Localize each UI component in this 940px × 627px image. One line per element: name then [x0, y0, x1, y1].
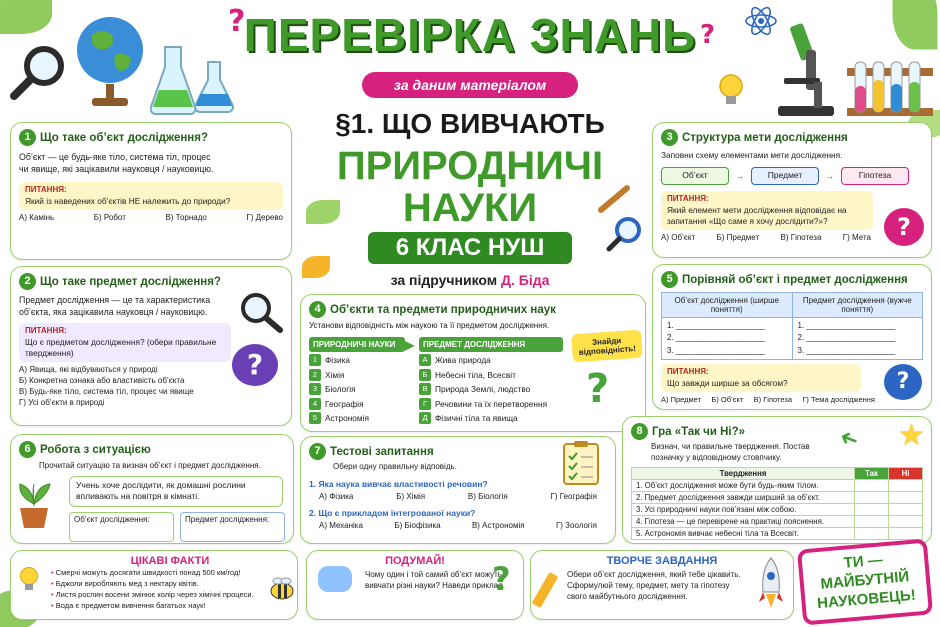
- motivation-badge: [797, 538, 933, 625]
- arrow-icon: →: [825, 171, 835, 182]
- answer-option[interactable]: В) Гіпотеза: [753, 395, 792, 405]
- science-item[interactable]: [309, 398, 405, 410]
- decor-leaf: [893, 0, 938, 50]
- sciences-header: ПРИРОДНИЧІ НАУКИ: [309, 337, 405, 352]
- decor-leaf: [0, 0, 52, 34]
- compare-cell[interactable]: [792, 318, 923, 360]
- test-question: 1. Яка наука вивчає властивості речовин?: [309, 478, 488, 489]
- test-options-2: [309, 521, 607, 530]
- section-1-question-box: [19, 182, 283, 210]
- facts-title: ЦІКАВІ ФАКТИ: [130, 555, 210, 567]
- yes-checkbox-cell[interactable]: [855, 515, 889, 527]
- bee-icon: [268, 576, 296, 602]
- section-8-instruction: Визнач, чи правильне твердження. Постав позначку у відповідному стовпчику.: [651, 442, 810, 462]
- fact-text: Бджоли виробляють мед з нектару квітів.: [55, 578, 199, 588]
- compare-cell[interactable]: [662, 318, 793, 360]
- object-field[interactable]: [69, 512, 174, 542]
- science-number: 3: [309, 383, 321, 395]
- subject-letter: А: [419, 354, 431, 366]
- facts-card: [10, 550, 298, 620]
- section-3-instruction: Заповни схему елементами мети дослідження.: [661, 150, 843, 160]
- section-3-heading: [661, 129, 923, 146]
- answer-option[interactable]: А) Явища, які відбуваються у природі: [19, 364, 158, 374]
- science-number: 4: [309, 398, 321, 410]
- answer-option[interactable]: Б) Об’єкт: [711, 395, 744, 405]
- science-item[interactable]: [309, 412, 405, 424]
- section-number: 5: [661, 271, 678, 288]
- no-checkbox-cell[interactable]: [889, 491, 923, 503]
- section-title: Що таке об’єкт дослідження?: [40, 131, 208, 144]
- no-checkbox-cell[interactable]: [889, 515, 923, 527]
- subject-title-1: ПРИРОДНИЧІ: [336, 144, 604, 188]
- question-text: Що завжди ширше за обсягом?: [667, 377, 788, 388]
- answer-option[interactable]: Г) Зоологія: [555, 520, 597, 530]
- creative-text: Обери об’єкт дослідження, який тебе цікавить. Сформулюй тему, предмет, мету та гіпотезу свого майбутнього дослідження.: [567, 570, 741, 601]
- yes-checkbox-cell[interactable]: [855, 479, 889, 491]
- test-tubes-icon: [845, 58, 935, 120]
- fact-text: Листя рослин восени змінює колір через хімічні процеси.: [55, 589, 254, 599]
- rocket-icon: [758, 556, 784, 612]
- section-4-heading: [309, 301, 637, 318]
- col-no: Ні: [889, 467, 923, 479]
- section-number: 8: [631, 423, 648, 440]
- magnifier-icon: [606, 214, 644, 252]
- yes-checkbox-cell[interactable]: [855, 527, 889, 539]
- statement-text: 2. Предмет дослідження завжди ширший за об’єкт.: [632, 491, 855, 503]
- section-2-question-box: [19, 323, 231, 362]
- question-bubble-icon: ?: [884, 208, 924, 246]
- grade-banner: [368, 232, 572, 264]
- question-text: Який із наведених об’єктів НЕ належить до природи?: [25, 195, 231, 206]
- badge-line-3: НАУКОВЕЦЬ!: [816, 586, 917, 613]
- section-number: 4: [309, 301, 326, 318]
- science-label: Географія: [325, 398, 364, 409]
- subjects-column: [419, 337, 563, 425]
- fact-text: Смерчі можуть досягати швидкості понад 500 км/год!: [55, 568, 241, 577]
- facts-list: [51, 568, 289, 612]
- science-item[interactable]: [309, 369, 405, 381]
- yes-checkbox-cell[interactable]: [855, 491, 889, 503]
- globe-icon: [70, 10, 150, 110]
- yes-checkbox-cell[interactable]: [855, 503, 889, 515]
- science-label: Фізика: [325, 355, 351, 366]
- subtitle: за даним матеріалом: [393, 77, 547, 93]
- answer-option[interactable]: Б) Робот: [93, 212, 126, 222]
- question-mark-icon: ?: [228, 4, 246, 39]
- no-checkbox-cell[interactable]: [889, 479, 923, 491]
- section-2-text: Предмет дослідження — це та характеристика об’єкта, яка зацікавила науковця / науковицю.: [19, 295, 211, 317]
- answer-option[interactable]: Б) Конкретна ознака або властивість об’єкта: [19, 376, 185, 386]
- scheme-subject[interactable]: Предмет: [751, 167, 819, 185]
- bullet-icon: •: [51, 600, 56, 610]
- question-mark-icon: ?: [586, 366, 610, 412]
- answer-option[interactable]: А) Предмет: [661, 395, 702, 405]
- section-number: 1: [19, 129, 36, 146]
- answer-option[interactable]: Б) Хімія: [396, 491, 426, 501]
- answer-option[interactable]: Г) Мета: [842, 233, 871, 243]
- section-6-instruction: Прочитай ситуацію та визнач об’єкт і предмет дослідження.: [39, 461, 261, 470]
- science-item[interactable]: [309, 383, 405, 395]
- answer-option[interactable]: Г) Географія: [550, 491, 597, 501]
- section-title: Гра «Так чи Ні?»: [652, 425, 746, 438]
- compare-table: [661, 292, 923, 360]
- statement-row: [632, 491, 923, 503]
- row-number: 1. ____________________: [667, 321, 765, 330]
- question-label: ПИТАННЯ:: [667, 367, 709, 377]
- section-2-heading: [19, 273, 283, 290]
- section-title: Тестові запитання: [330, 445, 434, 458]
- lightbulb-icon: [716, 72, 746, 112]
- answer-option[interactable]: А) Фізика: [319, 491, 354, 501]
- section-title: Робота з ситуацією: [40, 443, 151, 456]
- question-label: ПИТАННЯ:: [25, 325, 67, 335]
- subject-label: Небесні тіла, Всесвіт: [435, 369, 516, 380]
- think-title: ПОДУМАЙ!: [385, 555, 445, 567]
- textbook-prefix: за підручником: [390, 272, 498, 288]
- compare-col-subject: Предмет дослідження (вужче поняття): [792, 293, 923, 318]
- answer-option[interactable]: Б) Біофізика: [394, 520, 441, 530]
- section-3-question-box: [661, 191, 873, 230]
- scheme-hypothesis[interactable]: Гіпотеза: [841, 167, 909, 185]
- science-label: Біологія: [325, 384, 356, 395]
- textbook-author: Д. Біда: [501, 272, 550, 288]
- answer-option[interactable]: В) Гіпотеза: [780, 233, 822, 243]
- subject-letter: В: [419, 383, 431, 395]
- subject-label: Речовини та їх перетворення: [435, 398, 548, 409]
- section-1-text: Об’єкт — це будь-яке тіло, система тіл, процес чи явище, які зацікавили науковця / науковицю.: [19, 152, 214, 174]
- section-title: Що таке предмет дослідження?: [40, 275, 221, 288]
- bullet-icon: •: [51, 578, 56, 588]
- bullet-icon: •: [51, 568, 56, 577]
- no-checkbox-cell[interactable]: [889, 527, 923, 539]
- subtitle-banner: [362, 72, 578, 98]
- question-text: Який елемент мети дослідження відповідає на запитання «Що саме я хочу дослідити?»?: [667, 204, 847, 227]
- statement-row: [632, 515, 923, 527]
- row-number: 3. ____________________: [797, 345, 896, 355]
- answer-option[interactable]: В) Торнадо: [165, 212, 207, 222]
- goal-scheme: [661, 167, 923, 185]
- section-5-heading: [661, 271, 923, 288]
- microscope-icon: [770, 20, 840, 120]
- subject-field[interactable]: [180, 512, 285, 542]
- section-5-options: [661, 395, 875, 404]
- creative-title: ТВОРЧЕ ЗАВДАННЯ: [606, 555, 718, 567]
- section-1-options: [19, 213, 283, 222]
- speech-bubble-icon: [318, 566, 352, 592]
- fact-text: Вода є предметом вивчення багатьох наук!: [55, 600, 206, 610]
- grade-label: 6 КЛАС НУШ: [395, 234, 545, 261]
- arrow-icon: ▶: [405, 337, 415, 352]
- subject-item[interactable]: [419, 412, 563, 424]
- test-options-1: [309, 492, 607, 501]
- subject-field-label: Предмет дослідження:: [185, 514, 270, 524]
- subject-label: Фізичні тіла та явища: [435, 413, 518, 424]
- answer-option[interactable]: В) Астрономія: [471, 520, 525, 530]
- badge-line-1: ТИ —: [842, 551, 884, 572]
- fact-item: [51, 579, 289, 590]
- statement-row: [632, 479, 923, 491]
- match-note: Знайди відповідність!: [571, 330, 643, 363]
- section-5-question-box: [661, 364, 861, 392]
- subject-label: Жива природа: [435, 355, 491, 366]
- section-title: Порівняй об’єкт і предмет дослідження: [682, 273, 908, 286]
- section-number: 6: [19, 441, 36, 458]
- compare-col-object: Об’єкт дослідження (ширше поняття): [662, 293, 793, 318]
- subject-title-2: НАУКИ: [402, 186, 538, 230]
- subject-letter: Б: [419, 369, 431, 381]
- textbook-line: [330, 272, 610, 288]
- arrow-icon: →: [735, 171, 745, 182]
- arrow-icon: ➜: [836, 423, 863, 454]
- col-statement: Твердження: [632, 467, 855, 479]
- subject-item[interactable]: [419, 369, 563, 381]
- flask-icon: [150, 42, 240, 117]
- question-bubble-icon: ?: [232, 344, 278, 386]
- col-yes: Так: [855, 467, 889, 479]
- fact-item: [51, 590, 289, 601]
- section-6-heading: [19, 441, 285, 458]
- row-number: 2. ____________________: [797, 333, 896, 343]
- subject-letter: Г: [419, 398, 431, 410]
- section-title: Структура мети дослідження: [682, 131, 848, 144]
- answer-option[interactable]: Б) Предмет: [716, 233, 760, 243]
- yes-no-table: [631, 467, 923, 540]
- section-number: 3: [661, 129, 678, 146]
- statement-row: [632, 527, 923, 539]
- lightbulb-icon: [18, 566, 40, 596]
- fact-item: [51, 568, 289, 579]
- question-mark-icon: ?: [700, 20, 716, 50]
- subject-item[interactable]: [419, 383, 563, 395]
- magnifier-icon: [236, 290, 286, 334]
- subject-item[interactable]: [419, 354, 563, 366]
- section-title: Об’єкти та предмети природничих наук: [330, 303, 556, 316]
- section-1-card: [10, 122, 292, 260]
- row-number: 1. ____________________: [797, 321, 896, 330]
- section-number: 7: [309, 443, 326, 460]
- statement-text: 5. Астрономія вивчає небесні тіла та Всесвіт.: [632, 527, 855, 539]
- section-8-heading: [631, 423, 923, 440]
- question-label: ПИТАННЯ:: [667, 194, 709, 204]
- subject-label: Природа Землі, людство: [435, 384, 531, 395]
- magnifier-icon: [10, 40, 70, 100]
- star-icon: ★: [898, 418, 925, 453]
- answer-option[interactable]: В) Біологія: [467, 491, 508, 501]
- question-text: Що є предметом дослідження? (обери правильне твердження): [25, 336, 217, 358]
- answer-option[interactable]: А) Об’єкт: [661, 233, 696, 243]
- row-number: 3. ____________________: [667, 345, 765, 355]
- answer-fields: [69, 512, 285, 542]
- section-1-heading: [19, 129, 283, 146]
- no-checkbox-cell[interactable]: [889, 503, 923, 515]
- question-mark-icon: ?: [492, 560, 511, 598]
- subject-item[interactable]: [419, 398, 563, 410]
- answer-option[interactable]: Г) Тема дослідження: [802, 395, 875, 405]
- sciences-column: [309, 337, 405, 425]
- science-number: 2: [309, 369, 321, 381]
- science-label: Хімія: [325, 369, 345, 380]
- section-4-instruction: Установи відповідність між наукою та її предметом дослідження.: [309, 321, 550, 330]
- situation-box: Учень хоче дослідити, як домашні рослини впливають на повітря в кімнаті.: [69, 476, 283, 507]
- creative-card: [530, 550, 794, 620]
- statement-row: [632, 503, 923, 515]
- row-number: 2. ____________________: [667, 333, 765, 343]
- checklist-icon: [560, 440, 604, 486]
- answer-option[interactable]: Г) Дерево: [246, 212, 283, 222]
- test-question: 2. Що є прикладом інтегрованої науки?: [309, 507, 476, 518]
- answer-option[interactable]: Г) Усі об’єкти в природі: [19, 398, 105, 408]
- section-7-instruction: Обери одну правильну відповідь.: [333, 462, 457, 471]
- scheme-object[interactable]: Об’єкт: [661, 167, 729, 185]
- bullet-icon: •: [51, 589, 56, 599]
- question-bubble-icon: ?: [884, 364, 922, 400]
- statement-text: 1. Об’єкт дослідження може бути будь-яким тілом.: [632, 479, 855, 491]
- autumn-leaf-icon: [302, 256, 330, 278]
- statement-text: 4. Гіпотеза — це перевірене на практиці пояснення.: [632, 515, 855, 527]
- statement-text: 3. Усі природничі науки пов’язані між собою.: [632, 503, 855, 515]
- leaf-icon: [306, 200, 340, 224]
- section-8-card: [622, 416, 932, 544]
- section-number: 2: [19, 273, 36, 290]
- science-number: 1: [309, 354, 321, 366]
- subjects-header: ПРЕДМЕТ ДОСЛІДЖЕННЯ: [419, 337, 563, 352]
- science-item[interactable]: [309, 354, 405, 366]
- science-label: Астрономія: [325, 413, 369, 424]
- answer-option[interactable]: А) Камінь: [19, 212, 55, 222]
- question-label: ПИТАННЯ:: [25, 184, 67, 194]
- answer-option[interactable]: А) Механіка: [319, 520, 363, 530]
- object-field-label: Об’єкт дослідження:: [74, 514, 150, 524]
- subject-letter: Д: [419, 412, 431, 424]
- answer-option[interactable]: В) Будь-яке тіло, система тіл, процес чи явище: [19, 387, 194, 397]
- fact-item: [51, 601, 289, 612]
- section-3-options: [661, 233, 871, 242]
- plant-pot-icon: [14, 480, 54, 530]
- science-number: 5: [309, 412, 321, 424]
- main-title: ПЕРЕВІРКА ЗНАНЬ: [243, 9, 697, 61]
- think-text: Чому один і той самий об’єкт можуть вивчати різні науки? Наведи приклад.: [365, 570, 506, 590]
- lesson-title: §1. ЩО ВИВЧАЮТЬ: [335, 108, 605, 139]
- badge-line-2: МАЙБУТНІЙ: [819, 568, 910, 593]
